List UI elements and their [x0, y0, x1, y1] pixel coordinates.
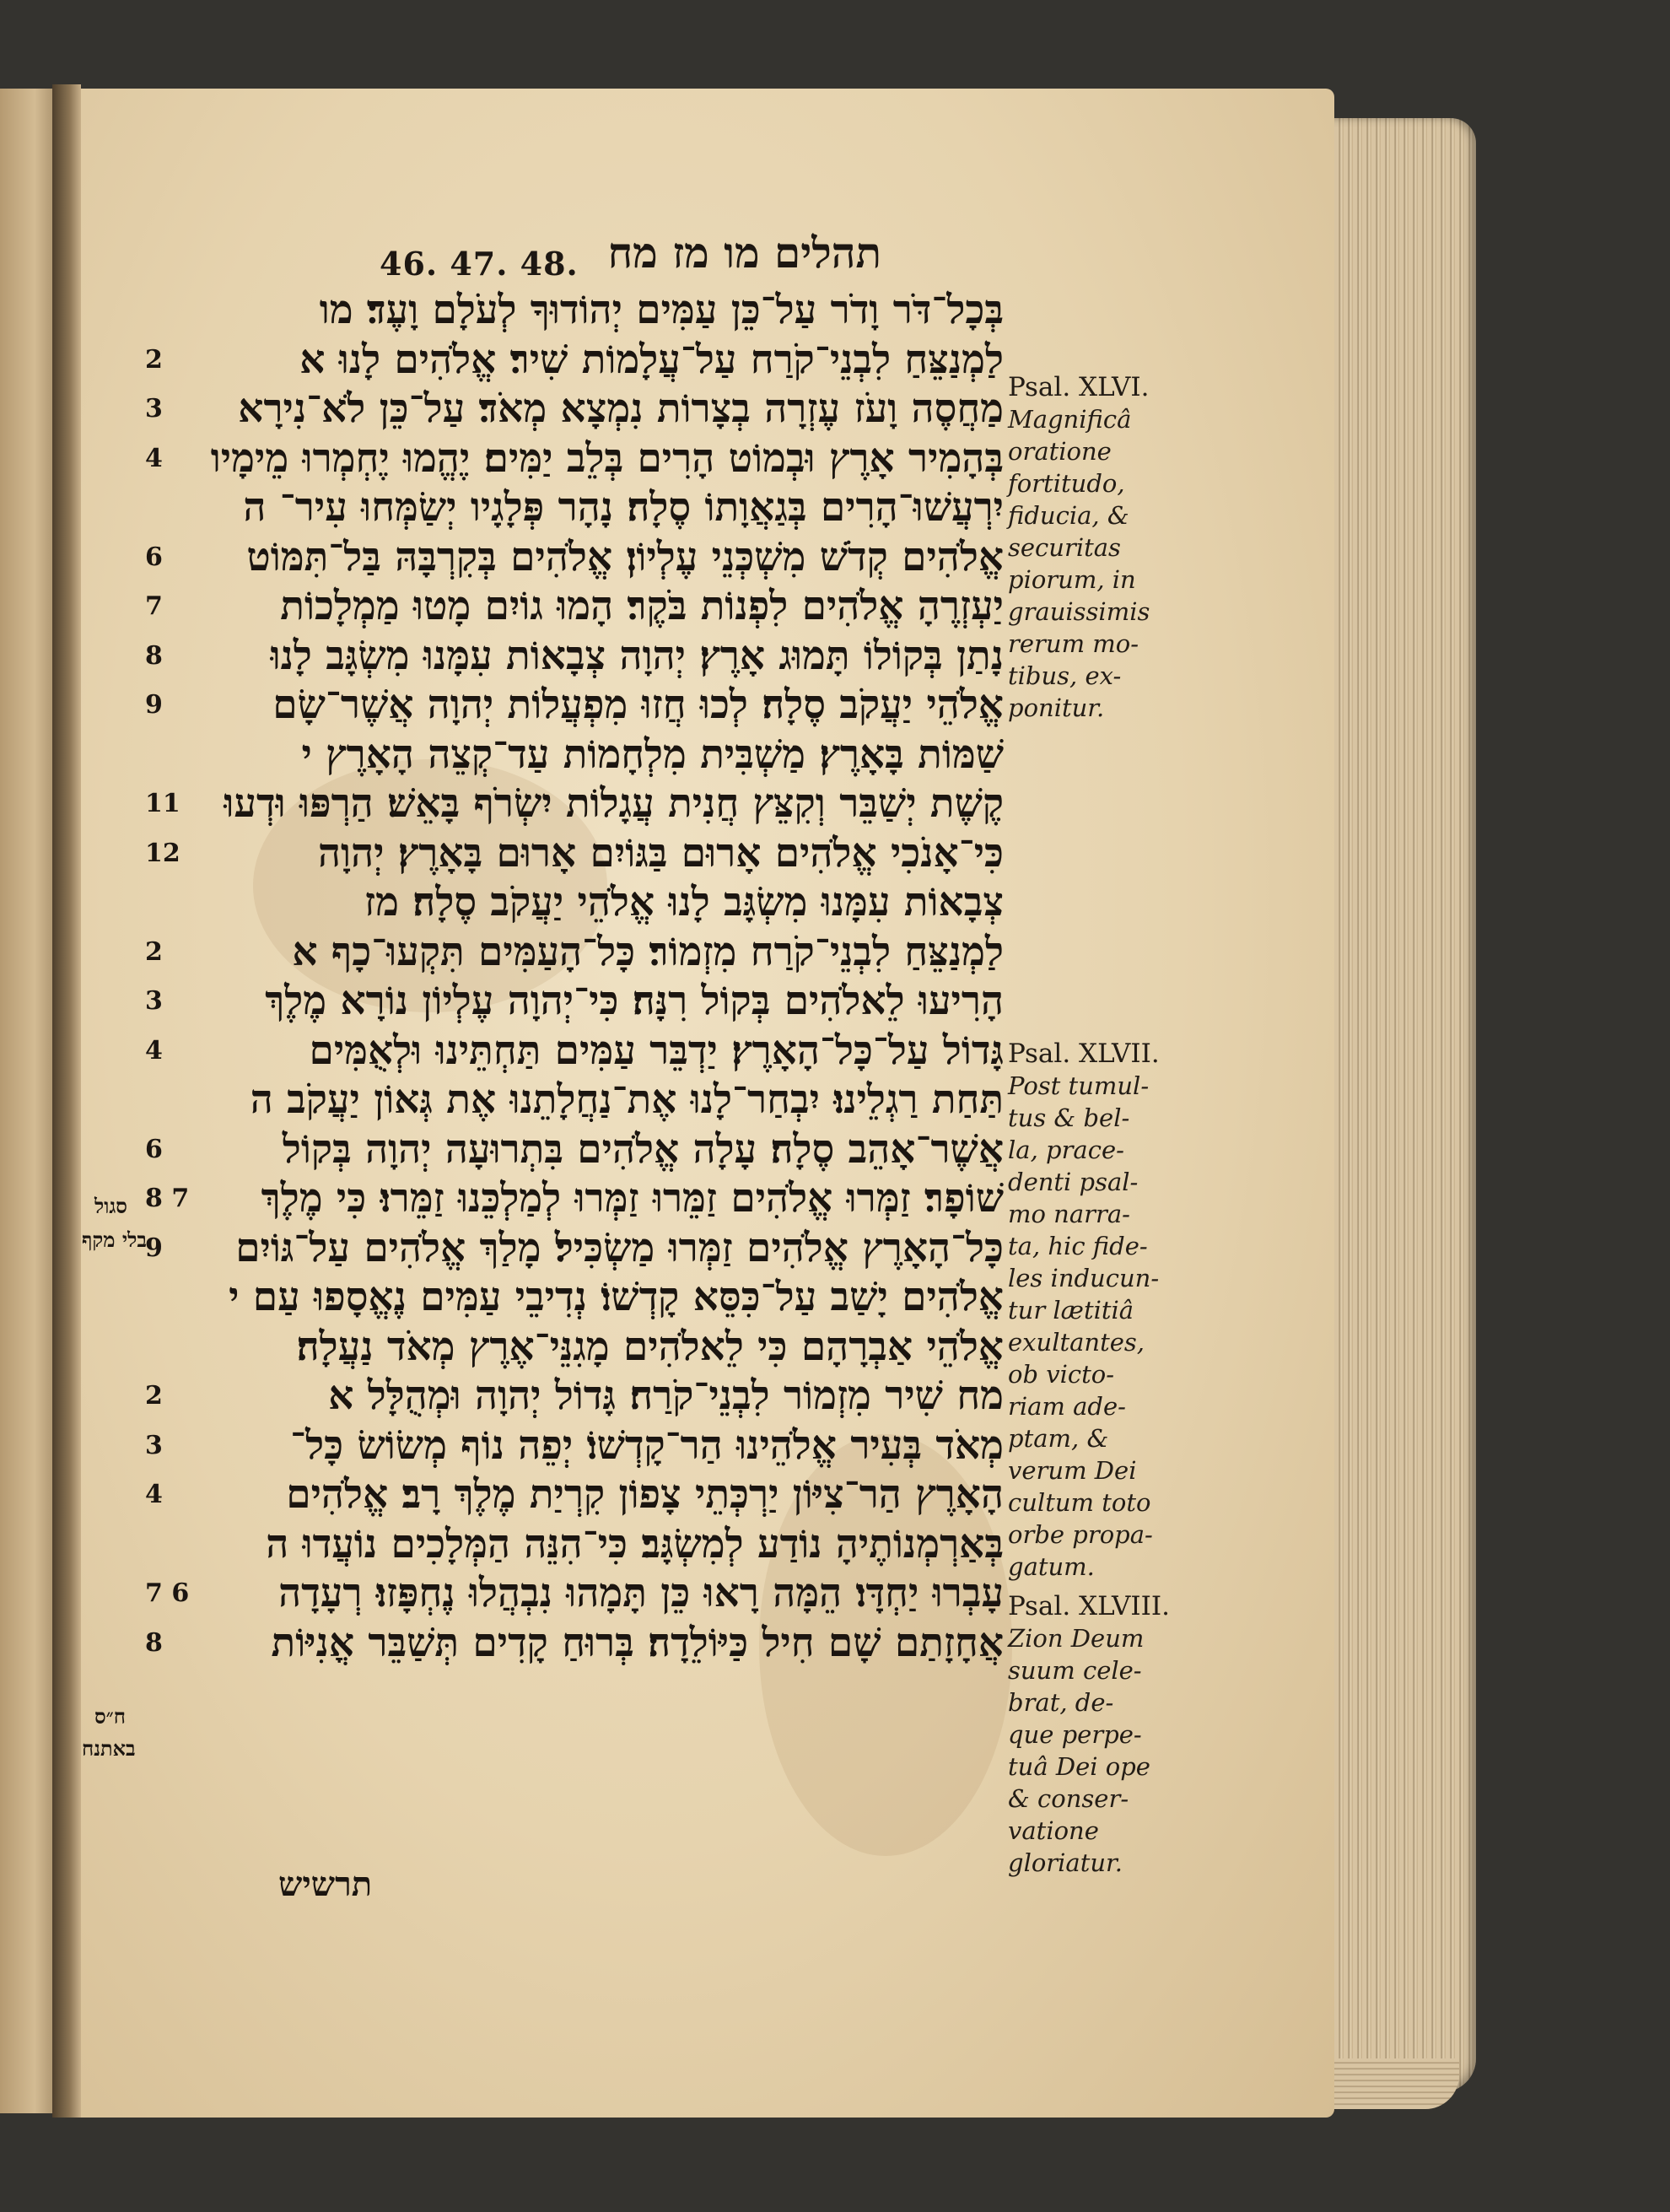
verse-number: 6	[145, 542, 163, 572]
text-line: כִּי־אָנֹכִי אֱלֹהִים אָרוּם בַּגּוֹיִם אָרוּם בָּאָרֶץ׃ יְהוָה	[318, 830, 1004, 877]
gloss-label: Psal. XLVII.	[1008, 1039, 1160, 1069]
text-line: אֱלֹהִים יָשַׁב עַל־כִּסֵּא קָדְשׁוֹ׃ נְדִיבֵי עַמִּים נֶאֱסָפוּ עַם י	[229, 1274, 1004, 1320]
text-line: שַׁמּוֹת בָּאָרֶץ׃ מַשְׁבִּית מִלְחָמוֹת עַד־קְצֵה הָאָרֶץ י	[301, 731, 1004, 778]
text-line: גָּדוֹל עַל־כָּל־הָאָרֶץ׃ יַדְבֵּר עַמִּים תַּחְתֵּינוּ וּלְאֻמִּים	[309, 1028, 1004, 1074]
gloss-line: oratione	[1008, 437, 1112, 466]
verse-number: 9	[145, 1233, 163, 1263]
margin-note: סגול	[94, 1194, 127, 1218]
book-gutter	[52, 84, 81, 2118]
text-line: בְּהָמִיר אָרֶץ וּבְמוֹט הָרִים בְּלֵב יַמִּים׃ יֶהֱמוּ יֶחְמְרוּ מֵימָיו	[210, 435, 1004, 482]
verse-number: 7 6	[145, 1578, 190, 1608]
gloss-psalm-48	[1008, 1590, 1170, 1879]
gloss-line: fortitudo,	[1008, 469, 1125, 498]
gloss-line: que perpe-	[1008, 1720, 1142, 1749]
gloss-line: gatum.	[1008, 1552, 1095, 1581]
text-line: מח שִׁיר מִזְמוֹר לִבְנֵי־קֹרַח׃ גָּדוֹל יְהוָה וּמְהֻלָּל א	[328, 1373, 1004, 1419]
running-head-title: תהלים מו מז מח	[607, 228, 881, 278]
verse-number: 3	[145, 1431, 163, 1460]
gloss-line: grauissimis	[1008, 597, 1150, 626]
text-line: בְּכָל־דֹּר וָדֹר עַל־כֵּן עַמִּים יְהוֹדוּךָ לְעֹלָם וָעֶד׃ מו	[319, 287, 1004, 333]
gloss-line: tuâ Dei ope	[1008, 1752, 1150, 1781]
gloss-line: tus & bel-	[1008, 1103, 1130, 1132]
verse-number: 8	[145, 641, 163, 671]
verse-number: 12	[145, 839, 180, 868]
gloss-line: verum Dei	[1008, 1456, 1137, 1485]
gloss-line: denti psal-	[1008, 1168, 1139, 1196]
text-line: יִרְעֲשׁוּ־הָרִים בְּגַאֲוָתוֹ סֶלָה׃ נָהָר פְּלָגָיו יְשַׂמְּחוּ עִיר־ ה	[243, 484, 1004, 531]
gloss-line: cultum toto	[1008, 1488, 1151, 1517]
gloss-line: riam ade-	[1008, 1392, 1126, 1421]
gloss-line: la, prace-	[1008, 1136, 1124, 1164]
gloss-line: tur lætitiâ	[1008, 1296, 1134, 1325]
gloss-line: ta, hic fide-	[1008, 1232, 1148, 1260]
gloss-line: gloriatur.	[1008, 1848, 1123, 1877]
verse-number: 6	[145, 1135, 163, 1164]
text-line: אֱלֹהֵי אַבְרָהָם כִּי לֵאלֹהִים מָגִנֵּי־אֶרֶץ מְאֹד נַעֲלָה׃	[296, 1324, 1004, 1370]
text-line: הָרִיעוּ לֵאלֹהִים בְּקוֹל רִנָּה׃ כִּי־יְהוָה עֶלְיוֹן נוֹרָא מֶלֶךְ	[265, 978, 1004, 1024]
text-line: יַעְזְרֶהָ אֱלֹהִים לִפְנוֹת בֹּקֶר׃ הָמוּ גוֹיִם מָטוּ מַמְלָכוֹת	[280, 583, 1004, 629]
page-block-edges	[1316, 118, 1476, 2092]
text-line: הָאָרֶץ הַר־צִיּוֹן יַרְכְּתֵי צָפוֹן קִרְיַת מֶלֶךְ רָב׃ אֱלֹהִים	[286, 1471, 1004, 1518]
verse-number: 8	[145, 1628, 163, 1658]
text-line: קֶשֶׁת יְשַׁבֵּר וְקִצֵּץ חֲנִית עֲגָלוֹת יִשְׂרֹף בָּאֵשׁ׃ הַרְפּוּ וּדְעוּ	[224, 780, 1004, 827]
gloss-line: piorum, in	[1008, 565, 1136, 594]
gloss-line: les inducun-	[1008, 1264, 1160, 1292]
verse-number: 3	[145, 986, 163, 1016]
verse-number: 2	[145, 1381, 163, 1411]
text-line: עָבְרוּ יַחְדָּו׃ הֵמָּה רָאוּ כֵּן תָּמָהוּ נִבְהֲלוּ נֶחְפָּזוּ׃ רְעָדָה	[278, 1570, 1004, 1616]
gloss-line: Post tumul-	[1008, 1071, 1150, 1100]
text-line: מְאֹד בְּעִיר אֱלֹהֵינוּ הַר־קָדְשׁוֹ׃ יְפֵה נוֹף מְשׂוֹשׂ כָּל־	[290, 1422, 1004, 1469]
gloss-line: brat, de-	[1008, 1688, 1114, 1717]
text-line: לַמְנַצֵּחַ לִבְנֵי־קֹרַח מִזְמוֹר׃ כָּל־הָעַמִּים תִּקְעוּ־כָף א	[292, 929, 1004, 975]
margin-note: ח״ס	[94, 1704, 126, 1729]
gloss-psalm-47	[1008, 1038, 1160, 1583]
margin-note: בלי מקף	[82, 1227, 147, 1252]
text-line: כָּל־הָאָרֶץ אֱלֹהִים זַמְּרוּ מַשְׂכִּיל׃ מָלַךְ אֱלֹהִים עַל־גּוֹיִם	[235, 1225, 1004, 1271]
verse-number: 7	[145, 591, 163, 621]
gloss-line: mo narra-	[1008, 1200, 1130, 1228]
gloss-line: Magnificâ	[1008, 405, 1132, 434]
verse-number: 4	[145, 444, 163, 473]
gloss-line: exultantes,	[1008, 1328, 1145, 1357]
verse-number: 2	[145, 937, 163, 967]
text-line: תַּחַת רַגְלֵינוּ׃ יִבְחַר־לָנוּ אֶת־נַחֲלָתֵנוּ אֶת גְּאוֹן יַעֲקֹב ה	[250, 1076, 1004, 1123]
running-head-numbers: 46. 47. 48.	[380, 245, 579, 283]
verse-number: 2	[145, 345, 163, 375]
gloss-line: securitas	[1008, 533, 1121, 562]
text-line: אֱלֹהֵי יַעֲקֹב סֶלָה׃ לְכוּ חֲזוּ מִפְעֲלוֹת יְהוָה אֲשֶׁר־שָׂם	[272, 682, 1004, 728]
text-line: שׁוֹפָר׃ זַמְּרוּ אֱלֹהִים זַמֵּרוּ זַמְּרוּ לְמַלְכֵּנוּ זַמֵּרוּ׃ כִּי מֶלֶךְ	[261, 1175, 1004, 1222]
gloss-label: Psal. XLVI.	[1008, 372, 1150, 402]
text-line: לַמְנַצֵּחַ לִבְנֵי־קֹרַח עַל־עֲלָמוֹת שִׁיר׃ אֱלֹהִים לָנוּ א	[299, 337, 1004, 383]
gloss-psalm-46	[1008, 371, 1150, 724]
verse-number: 8 7	[145, 1184, 190, 1213]
verse-number: 4	[145, 1036, 163, 1066]
gloss-line: orbe propa-	[1008, 1520, 1153, 1549]
text-line: בְּאַרְמְנוֹתֶיהָ נוֹדַע לְמִשְׂגָּב׃ כִּי־הִנֵּה הַמְּלָכִים נוֹעֲדוּ ה	[266, 1521, 1004, 1567]
text-line: אֲשֶׁר־אָהֵב סֶלָה׃ עָלָה אֱלֹהִים בִּתְרוּעָה יְהוָה בְּקוֹל	[282, 1126, 1004, 1173]
gloss-line: tibus, ex-	[1008, 661, 1122, 690]
text-line: צְבָאוֹת עִמָּנוּ מִשְׂגָּב לָנוּ אֱלֹהֵי יַעֲקֹב סֶלָה׃ מז	[364, 879, 1004, 925]
verse-number: 9	[145, 690, 163, 720]
gloss-line: suum cele-	[1008, 1656, 1142, 1685]
text-line: אֱלֹהִים קְדֹשׁ מִשְׁכְּנֵי עֶלְיוֹן׃ אֱלֹהִים בְּקִרְבָּהּ בַּל־תִּמּוֹט	[246, 534, 1004, 580]
verse-number: 11	[145, 789, 180, 818]
text-line: אֲחָזָתַם שָׁם חִיל כַּיּוֹלֵדָה׃ בְּרוּחַ קָדִים תְּשַׁבֵּר אֳנִיּוֹת	[271, 1620, 1004, 1666]
text-line: נָתַן בְּקוֹלוֹ תָּמוּג אָרֶץ׃ יְהוָה צְבָאוֹת עִמָּנוּ מִשְׂגָּב לָנוּ	[270, 633, 1004, 679]
gloss-line: rerum mo-	[1008, 629, 1139, 658]
verse-number: 4	[145, 1480, 163, 1509]
gloss-label: Psal. XLVIII.	[1008, 1591, 1170, 1621]
gloss-line: fiducia, &	[1008, 501, 1129, 530]
gloss-line: Zion Deum	[1008, 1624, 1145, 1653]
catchword: תרשיש	[278, 1864, 373, 1904]
text-line: מַחֲסֶה וָעֹז עֶזְרָה בְצָרוֹת נִמְצָא מְאֹד׃ עַל־כֵּן לֹא־נִירָא	[238, 386, 1004, 432]
gloss-line: vatione	[1008, 1816, 1099, 1845]
verse-number: 3	[145, 394, 163, 424]
gloss-line: ob victo-	[1008, 1360, 1115, 1389]
gloss-line: ponitur.	[1008, 693, 1105, 722]
gloss-line: ptam, &	[1008, 1424, 1109, 1453]
gloss-line: & conser-	[1008, 1784, 1129, 1813]
margin-note: באתנח	[82, 1736, 136, 1761]
